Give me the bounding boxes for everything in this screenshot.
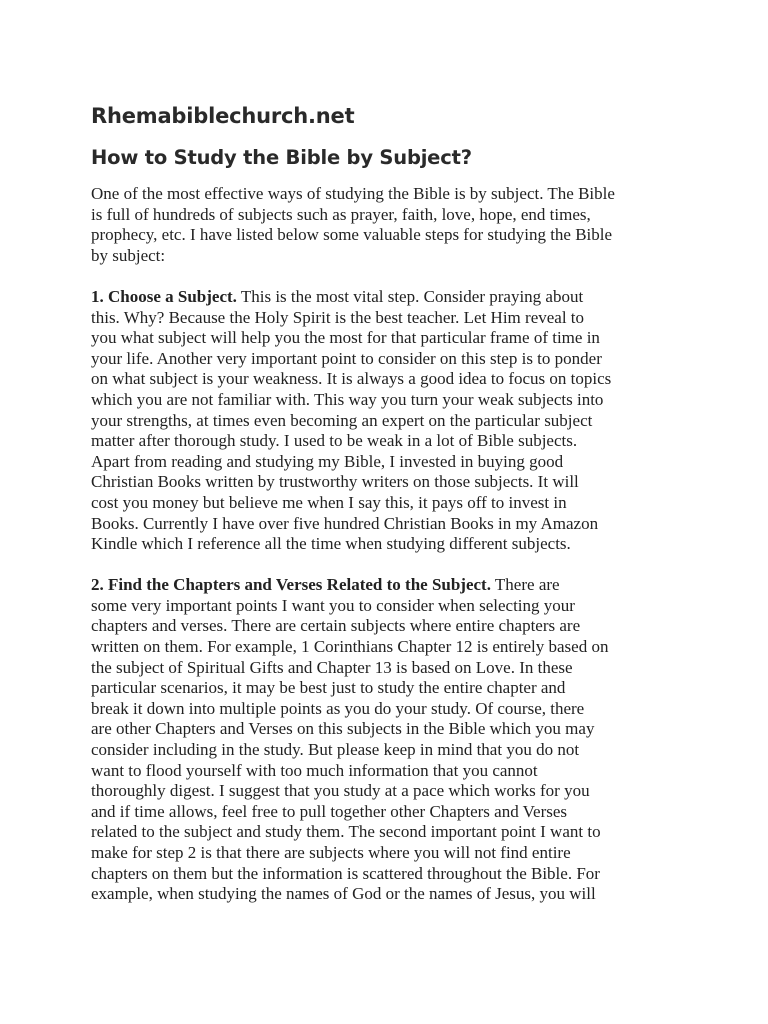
intro-paragraph bbox=[91, 184, 681, 266]
text-line: cost you money but believe me when I say this, it pays off to invest in bbox=[91, 492, 567, 512]
document-page bbox=[91, 102, 681, 925]
text-line: particular scenarios, it may be best just to study the entire chapter and bbox=[91, 678, 566, 698]
article-title: How to Study the Bible by Subject? bbox=[91, 146, 472, 169]
text-line: some very important points I want you to consider when selecting your bbox=[91, 595, 575, 615]
text-line: and if time allows, feel free to pull together other Chapters and Verses bbox=[91, 801, 568, 821]
text-line: One of the most effective ways of studying the Bible is by subject. The Bible bbox=[91, 184, 615, 203]
text-line: related to the subject and study them. The second important point I want to bbox=[91, 822, 601, 842]
text-line: which you are not familiar with. This way you turn your weak subjects into bbox=[91, 389, 604, 409]
text-line: make for step 2 is that there are subjects where you will not find entire bbox=[91, 843, 571, 862]
step-2-heading: 2. Find the Chapters and Verses Related to the Subject. bbox=[91, 575, 491, 595]
step-2-paragraph bbox=[91, 575, 681, 905]
step-2-first-line: There are bbox=[490, 575, 560, 595]
text-line: on what subject is your weakness. It is always a good idea to focus on topics bbox=[91, 369, 612, 389]
text-line: you what subject will help you the most for that particular frame of time in bbox=[91, 328, 600, 348]
text-line: by subject: bbox=[91, 245, 166, 265]
step-1-first-line: This is the most vital step. Consider praying about bbox=[236, 286, 584, 306]
text-line: written on them. For example, 1 Corinthians Chapter 12 is entirely based on bbox=[91, 637, 609, 657]
text-line: want to flood yourself with too much information that you cannot bbox=[91, 760, 538, 780]
site-title: Rhemabiblechurch.net bbox=[91, 104, 355, 128]
text-line: break it down into multiple points as you do your study. Of course, there bbox=[91, 698, 585, 718]
text-line: Kindle which I reference all the time when studying different subjects. bbox=[91, 534, 571, 554]
text-line: this. Why? Because the Holy Spirit is the best teacher. Let Him reveal to bbox=[91, 307, 585, 327]
text-line: Christian Books written by trustworthy writers on those subjects. It will bbox=[91, 472, 579, 492]
text-line: your strengths, at times even becoming an expert on the particular subject bbox=[91, 410, 593, 430]
text-line: Books. Currently I have over five hundred Christian Books in my Amazon bbox=[91, 513, 599, 533]
text-line: chapters on them but the information is scattered throughout the Bible. For bbox=[91, 863, 600, 883]
text-line: example, when studying the names of God or the names of Jesus, you will bbox=[91, 884, 596, 904]
text-line bbox=[91, 575, 681, 596]
text-line: is full of hundreds of subjects such as prayer, faith, love, hope, end times, bbox=[91, 204, 591, 224]
text-line: Apart from reading and studying my Bible, I invested in buying good bbox=[91, 451, 564, 471]
step-1-paragraph bbox=[91, 287, 681, 555]
step-1-heading: 1. Choose a Subject. bbox=[91, 286, 237, 306]
text-line: are other Chapters and Verses on this subjects in the Bible which you may bbox=[91, 719, 595, 739]
text-line bbox=[91, 287, 681, 308]
text-line: chapters and verses. There are certain subjects where entire chapters are bbox=[91, 616, 581, 636]
text-line: consider including in the study. But please keep in mind that you do not bbox=[91, 740, 580, 760]
text-line: prophecy, etc. I have listed below some valuable steps for studying the Bible bbox=[91, 225, 613, 245]
text-line: the subject of Spiritual Gifts and Chapter 13 is based on Love. In these bbox=[91, 657, 573, 677]
text-line: matter after thorough study. I used to be weak in a lot of Bible subjects. bbox=[91, 431, 578, 451]
text-line: your life. Another very important point to consider on this step is to ponder bbox=[91, 348, 602, 368]
text-line: thoroughly digest. I suggest that you study at a pace which works for you bbox=[91, 781, 590, 801]
